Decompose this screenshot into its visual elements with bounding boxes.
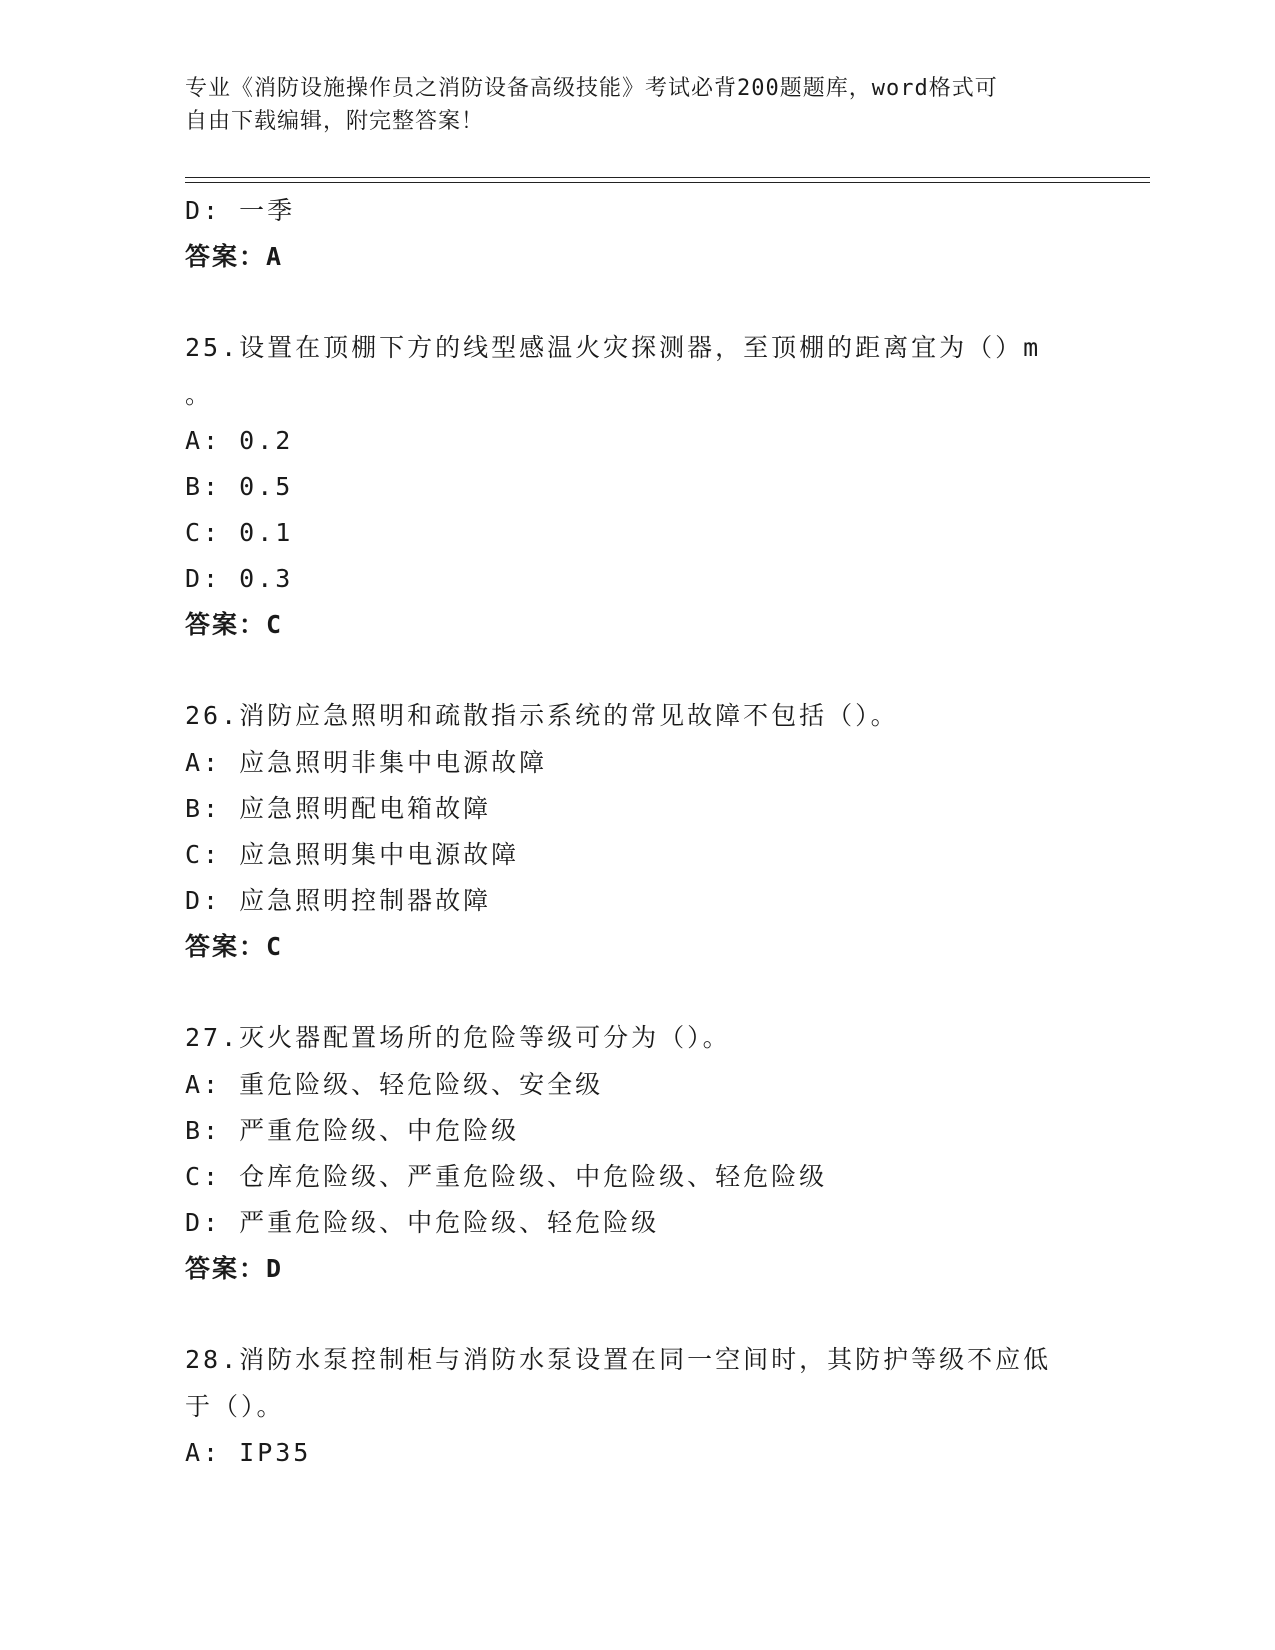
question-text-continued: 。 <box>185 380 214 409</box>
header-line-2: 自由下载编辑，附完整答案！ <box>185 109 485 134</box>
answer-line: 答案：C <box>185 610 284 639</box>
spacer <box>185 648 1065 692</box>
option-a: A: IP35 <box>185 1438 312 1467</box>
option-d: D: 严重危险级、中危险级、轻危险级 <box>185 1208 660 1237</box>
answer-line: 答案：C <box>185 932 284 961</box>
previous-question <box>185 188 1065 280</box>
spacer <box>185 1292 1065 1336</box>
answer-line: 答案：D <box>185 1254 284 1283</box>
option-a: A: 0.2 <box>185 426 294 455</box>
document-header <box>185 72 1065 138</box>
question-text: 25.设置在顶棚下方的线型感温火灾探测器，至顶棚的距离宜为（）m <box>185 333 1042 362</box>
option-c: C: 应急照明集中电源故障 <box>185 840 520 869</box>
question-text: 26.消防应急照明和疏散指示系统的常见故障不包括（）。 <box>185 701 899 730</box>
option-d: D: 一季 <box>185 196 296 225</box>
question-27 <box>185 1014 1065 1292</box>
option-b: B: 0.5 <box>185 472 294 501</box>
header-divider-bottom <box>185 182 1150 183</box>
question-list <box>185 188 1065 1476</box>
question-text: 27.灭火器配置场所的危险等级可分为（）。 <box>185 1023 731 1052</box>
option-c: C: 0.1 <box>185 518 294 547</box>
question-text: 28.消防水泵控制柜与消防水泵设置在同一空间时，其防护等级不应低 <box>185 1345 1052 1374</box>
option-d: D: 应急照明控制器故障 <box>185 886 492 915</box>
question-28 <box>185 1336 1065 1476</box>
option-a: A: 应急照明非集中电源故障 <box>185 748 548 777</box>
option-d: D: 0.3 <box>185 564 294 593</box>
header-line-1: 专业《消防设施操作员之消防设备高级技能》考试必背200题题库，word格式可 <box>185 76 998 101</box>
header-divider-top <box>185 177 1150 178</box>
question-25 <box>185 324 1065 648</box>
option-a: A: 重危险级、轻危险级、安全级 <box>185 1070 604 1099</box>
question-26 <box>185 692 1065 970</box>
option-c: C: 仓库危险级、严重危险级、中危险级、轻危险级 <box>185 1162 828 1191</box>
answer-line: 答案：A <box>185 242 284 271</box>
spacer <box>185 970 1065 1014</box>
spacer <box>185 280 1065 324</box>
option-b: B: 严重危险级、中危险级 <box>185 1116 520 1145</box>
question-text-continued: 于（）。 <box>185 1392 285 1421</box>
option-b: B: 应急照明配电箱故障 <box>185 794 492 823</box>
